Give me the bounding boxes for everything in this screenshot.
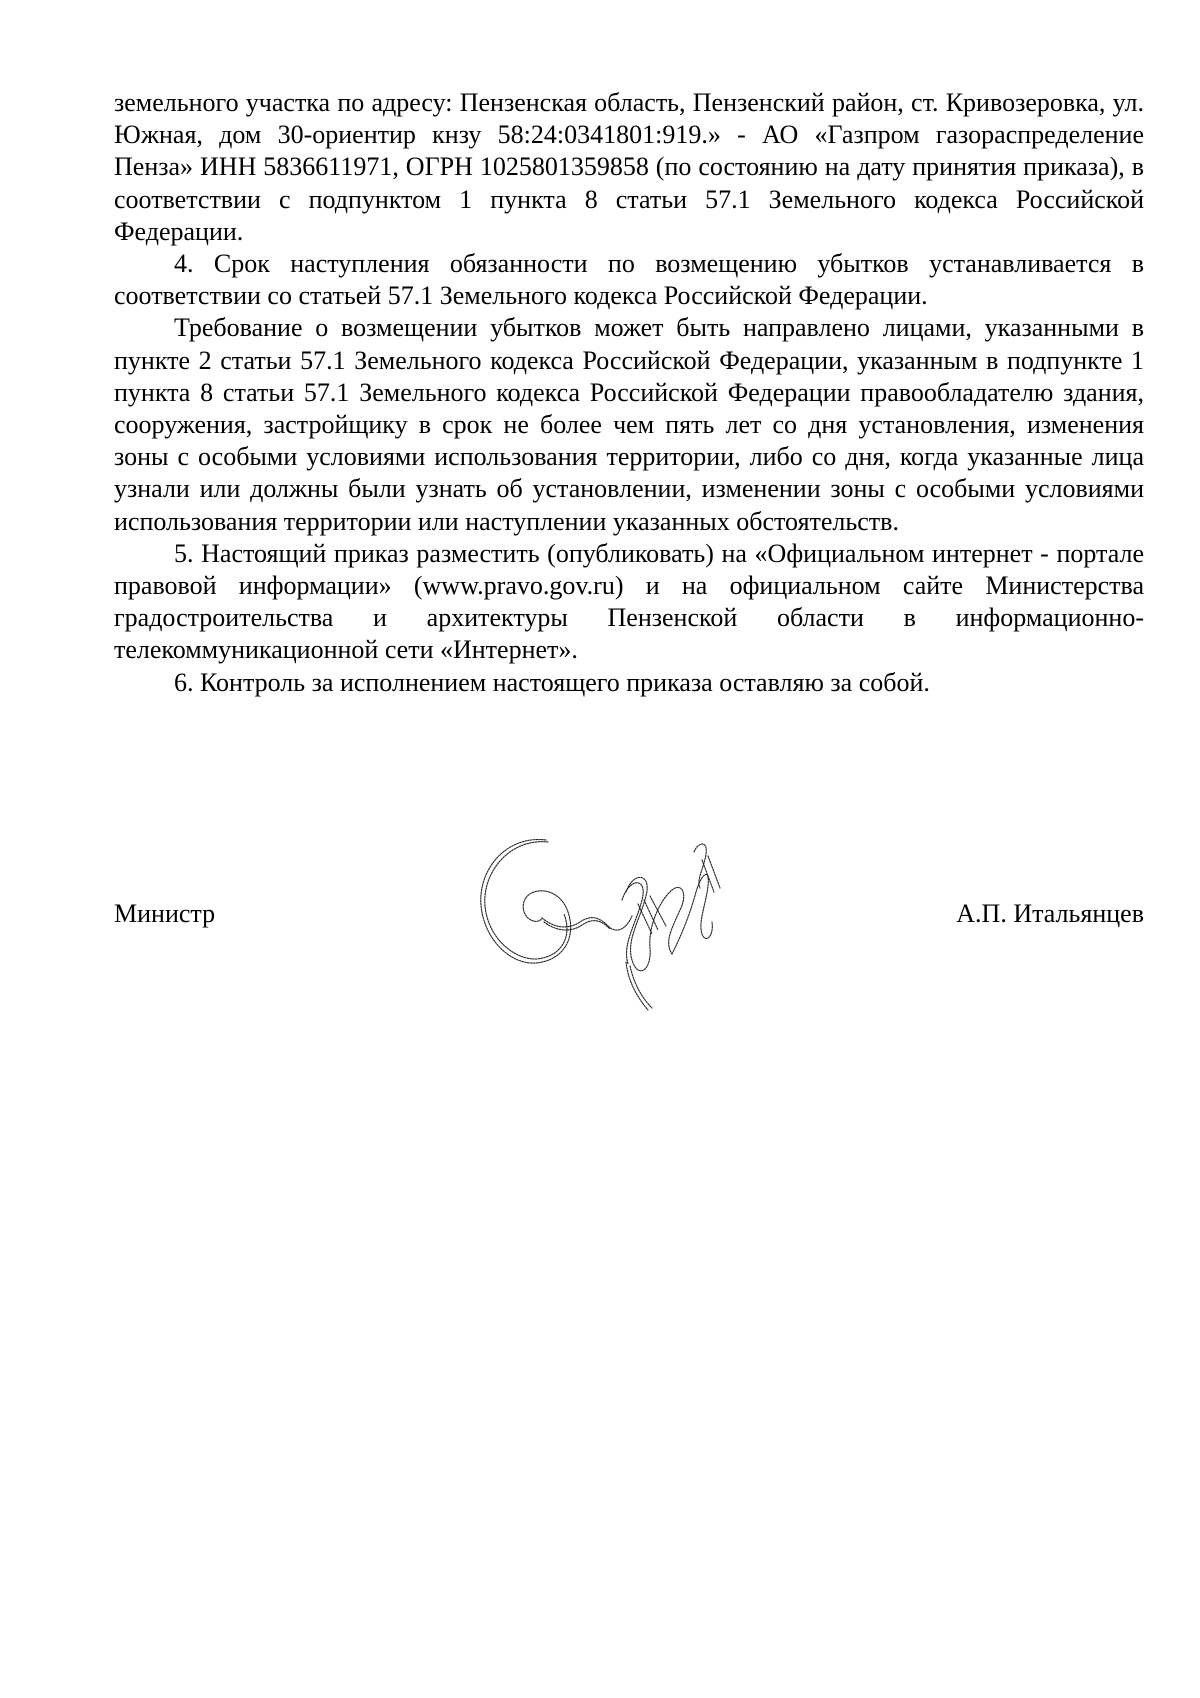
signature-block	[114, 898, 1144, 938]
paragraph-address-continuation: земельного участка по адресу: Пензенская область, Пензенский район, ст. Кривозеровка, ул. Южная, дом 30-ориентир кнзу 58:24:0341801:919.» - АО «Газпром газораспределение Пенза» ИНН 5836611971, ОГРН 1025801359858 (по состоянию на дату принятия приказа), в соответствии с подпунктом 1 пункта 8 статьи 57.1 Земельного кодекса Российской Федерации.	[114, 88, 1144, 246]
paragraph-item-6: 6. Контроль за исполнением настоящего приказа оставляю за собой.	[174, 667, 930, 697]
paragraph-item-5: 5. Настоящий приказ разместить (опубликовать) на «Официальном интернет - портале правовой информации» (www.pravo.gov.ru) и на официальном сайте Министерства градостроительства и архитектуры Пензенской области в информационно-телекоммуникационной сети «Интернет».	[114, 538, 1144, 665]
paragraph-damages-claim: Требование о возмещении убытков может быть направлено лицами, указанными в пункте 2 статьи 57.1 Земельного кодекса Российской Федерации, указанным в подпункте 1 пункта 8 статьи 57.1 Земельного кодекса Российской Федерации правообладателю здания, сооружения, застройщику в срок не более чем пять лет со дня установления, изменения зоны с особыми условиями использования территории, либо со дня, когда указанные лица узнали или должны были узнать об установлении, изменении зоны с особыми условиями использования территории или наступлении указанных обстоятельств.	[114, 313, 1144, 536]
signatory-title: Министр	[114, 899, 216, 928]
document-body	[114, 87, 1144, 699]
signatory-name: А.П. Итальянцев	[956, 899, 1144, 928]
paragraph-item-4: 4. Срок наступления обязанности по возмещению убытков устанавливается в соответствии со статьей 57.1 Земельного кодекса Российской Федерации.	[114, 249, 1144, 311]
